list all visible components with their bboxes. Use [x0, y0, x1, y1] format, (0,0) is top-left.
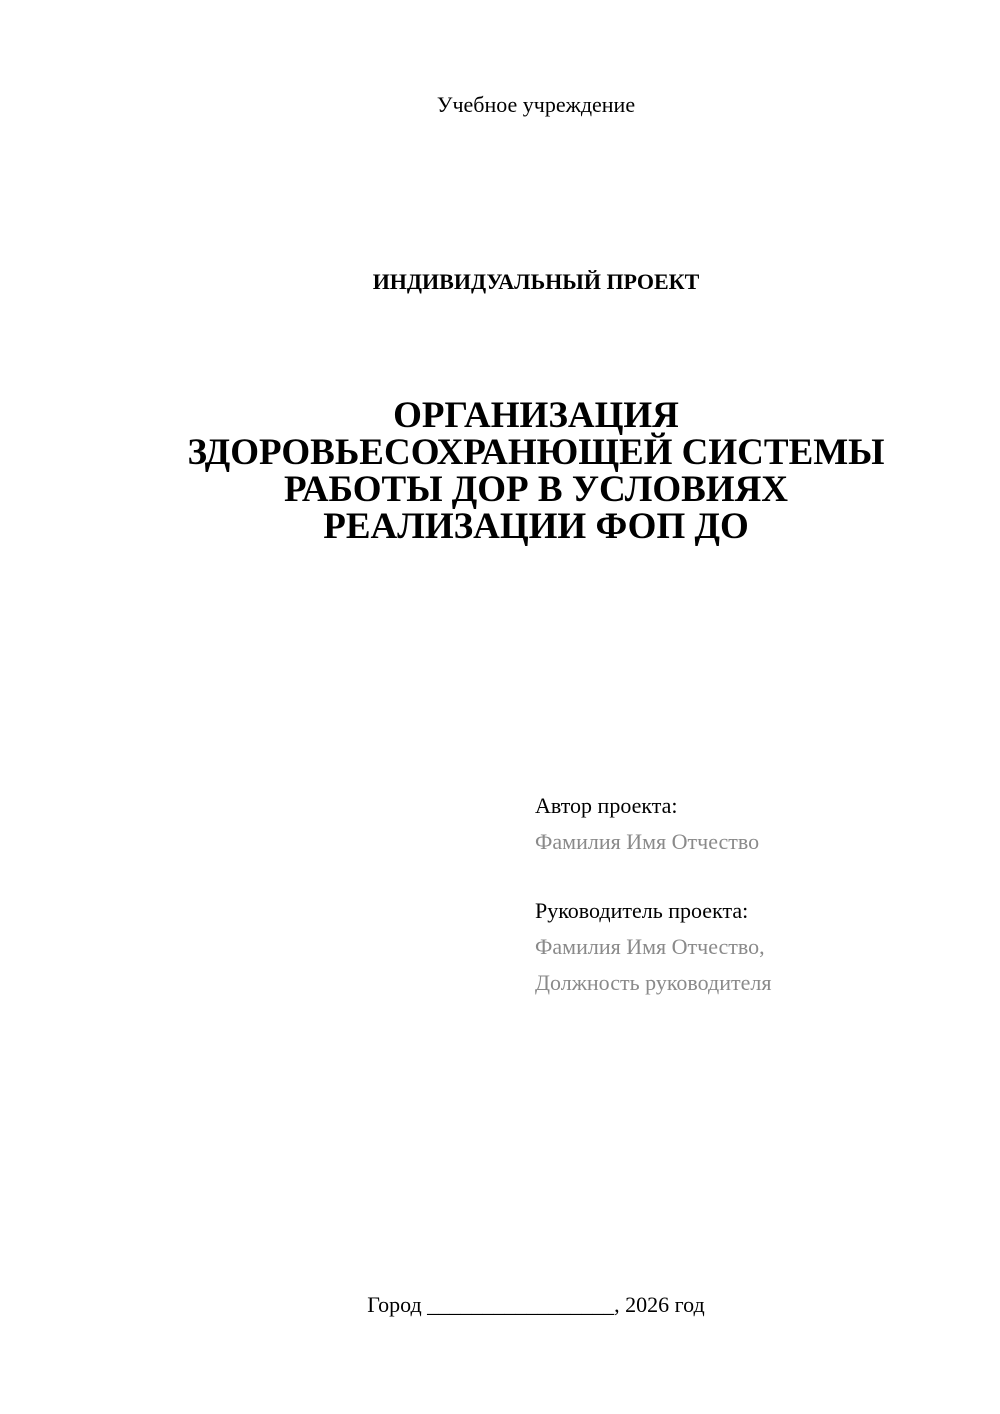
document-type: ИНДИВИДУАЛЬНЫЙ ПРОЕКТ: [372, 269, 700, 294]
year-text: , 2026 год: [614, 1292, 705, 1317]
city-year-line: [0, 1290, 1000, 1320]
city-blank: _________________: [427, 1292, 615, 1317]
project-title-line: РЕАЛИЗАЦИИ ФОП ДО: [323, 506, 749, 547]
supervisor-name: Фамилия Имя Отчество,: [535, 934, 765, 959]
supervisor-position: Должность руководителя: [535, 970, 772, 995]
supervisor-block: [535, 893, 975, 1001]
author-label: Автор проекта:: [535, 793, 678, 818]
project-title-line: ЗДОРОВЬЕСОХРАНЮЩЕЙ СИСТЕМЫ: [187, 432, 885, 473]
author-block: [535, 788, 975, 860]
institution-name: Учебное учреждение: [436, 92, 636, 117]
author-name: Фамилия Имя Отчество: [535, 829, 760, 854]
project-title-line: ОРГАНИЗАЦИЯ: [393, 395, 679, 436]
city-label: Город: [367, 1292, 422, 1317]
supervisor-label: Руководитель проекта:: [535, 898, 749, 923]
project-title: [60, 397, 1000, 545]
project-title-line: РАБОТЫ ДОР В УСЛОВИЯХ: [283, 469, 789, 510]
